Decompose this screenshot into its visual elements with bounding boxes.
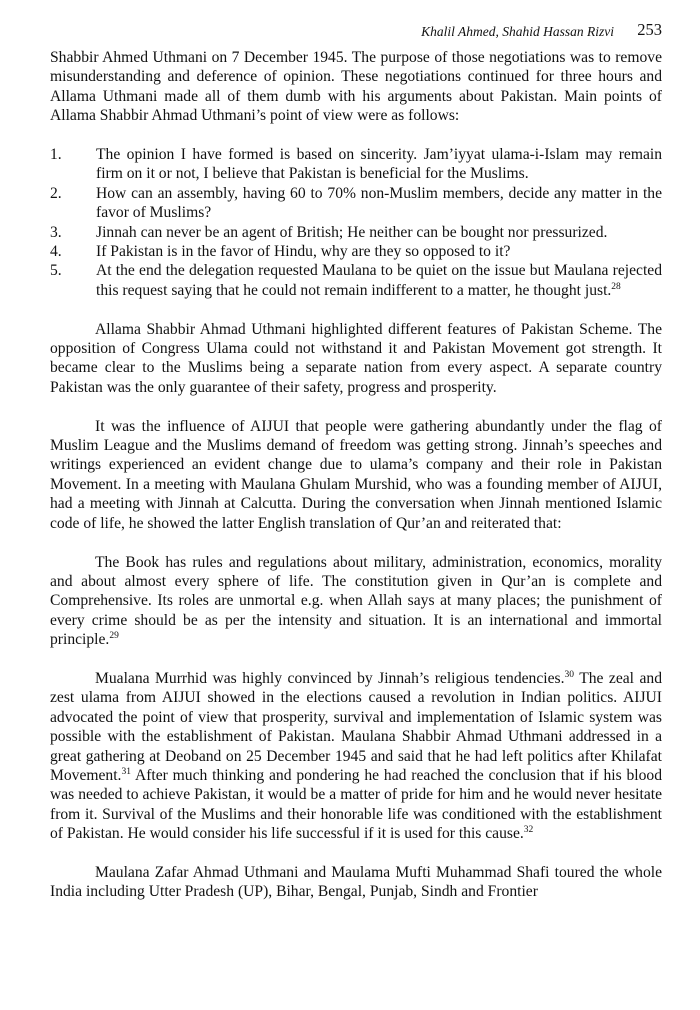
list-item-text: Jinnah can never be an agent of British; He neither can be bought nor pressurized. <box>96 223 608 241</box>
footnote-ref: 31 <box>121 766 131 777</box>
paragraph-tour: Maulana Zafar Ahmad Uthmani and Maulama Mufti Muhammad Shafi toured the whole India including Utter Pradesh (UP), Bihar, Bengal, Punjab, Sindh and Frontier <box>50 863 662 901</box>
paragraph-text: The zeal and zest ulama from AIJUI showed in the elections caused a revolution in Indian politics. AIJUI advocated the point of view that prosperity, survival and implementation of Islamic system was possible with the establishment of Pakistan. Maulana Shabbir Ahmad Uthmani addressed in a great gathering at Deoband on 25 December 1945 and said that he had left politics after Khilafat Movement. <box>50 669 662 784</box>
footnote-ref: 32 <box>523 825 534 836</box>
footnote-ref: 29 <box>109 631 119 642</box>
paragraph-quote <box>50 553 662 650</box>
opening-paragraph: Shabbir Ahmed Uthmani on 7 December 1945. The purpose of those negotiations was to remove misunderstanding and deference of opinion. These negotiations continued for three hours and Allama Uthmani made all of them dumb with his arguments about Pakistan. Main points of Allama Shabbir Ahmad Uthmani’s point of view were as follows: <box>50 49 662 125</box>
list-item <box>50 145 662 184</box>
list-item-text: How can an assembly, having 60 to 70% non-Muslim members, decide any matter in the favor of Muslims? <box>96 184 662 222</box>
list-item <box>50 223 662 242</box>
list-item-number: 1. <box>50 146 62 164</box>
paragraph-text: Mualana Murrhid was highly convinced by Jinnah’s religious tendencies. <box>95 669 565 687</box>
footnote-ref: 28 <box>611 281 621 292</box>
paragraph-convinced <box>50 669 662 844</box>
running-header <box>50 20 662 40</box>
header-authors: Khalil Ahmed, Shahid Hassan Rizvi <box>421 24 614 39</box>
list-item-text: If Pakistan is in the favor of Hindu, why are they so opposed to it? <box>96 243 511 261</box>
list-item-text: The opinion I have formed is based on sincerity. Jam’iyyat ulama-i-Islam may remain firm on it or not, I believe that Pakistan is beneficial for the Muslims. <box>96 146 662 183</box>
list-item-number: 4. <box>50 243 62 261</box>
list-item <box>50 261 662 300</box>
page-number: 253 <box>637 20 662 39</box>
quote-text: The Book has rules and regulations about military, administration, economics, morality and about almost every sphere of life. The constitution given in Qur’an is complete and Comprehensive. Its roles are unmortal e.g. when Allah says at many places; the punishment of every crime should be as per the intensity and situation. It is an international and immortal principle. <box>50 553 662 649</box>
points-list <box>50 145 662 300</box>
list-item-number: 3. <box>50 223 62 241</box>
list-item <box>50 184 662 223</box>
page-body <box>50 48 662 902</box>
list-item-number: 5. <box>50 262 62 280</box>
paragraph-features: Allama Shabbir Ahmad Uthmani highlighted different features of Pakistan Scheme. The opposition of Congress Ulama could not withstand it and Pakistan Movement got strength. It became clear to the Muslims being a separate nation from every aspect. A separate country Pakistan was the only guarantee of their safety, progress and prosperity. <box>50 320 662 396</box>
paragraph-influence: It was the influence of AIJUI that people were gathering abundantly under the flag of Muslim League and the Muslims demand of freedom was getting strong. Jinnah’s speeches and writings experienced an evident change due to ulama’s company and their role in Pakistan Movement. In a meeting with Maulana Ghulam Murshid, who was a founding member of AIJUI, had a meeting with Jinnah at Calcutta. During the conversation when Jinnah mentioned Islamic code of life, he showed the latter English translation of Qur’an and reiterated that: <box>50 417 662 532</box>
list-item-text: At the end the delegation requested Maulana to be quiet on the issue but Maulana rejected this request saying that he could not remain indifferent to a matter, he thought just. <box>96 262 662 299</box>
paragraph-text: After much thinking and pondering he had reached the conclusion that if his blood was needed to achieve Pakistan, it would be a matter of pride for him and he would never hesitate from it. Survival of the Muslims and their honorable life was conditioned with the establishment of Pakistan. He would consider his life successful if it is used for this cause. <box>50 766 662 843</box>
list-item <box>50 242 662 261</box>
list-item-number: 2. <box>50 184 62 202</box>
footnote-ref: 30 <box>564 669 574 680</box>
